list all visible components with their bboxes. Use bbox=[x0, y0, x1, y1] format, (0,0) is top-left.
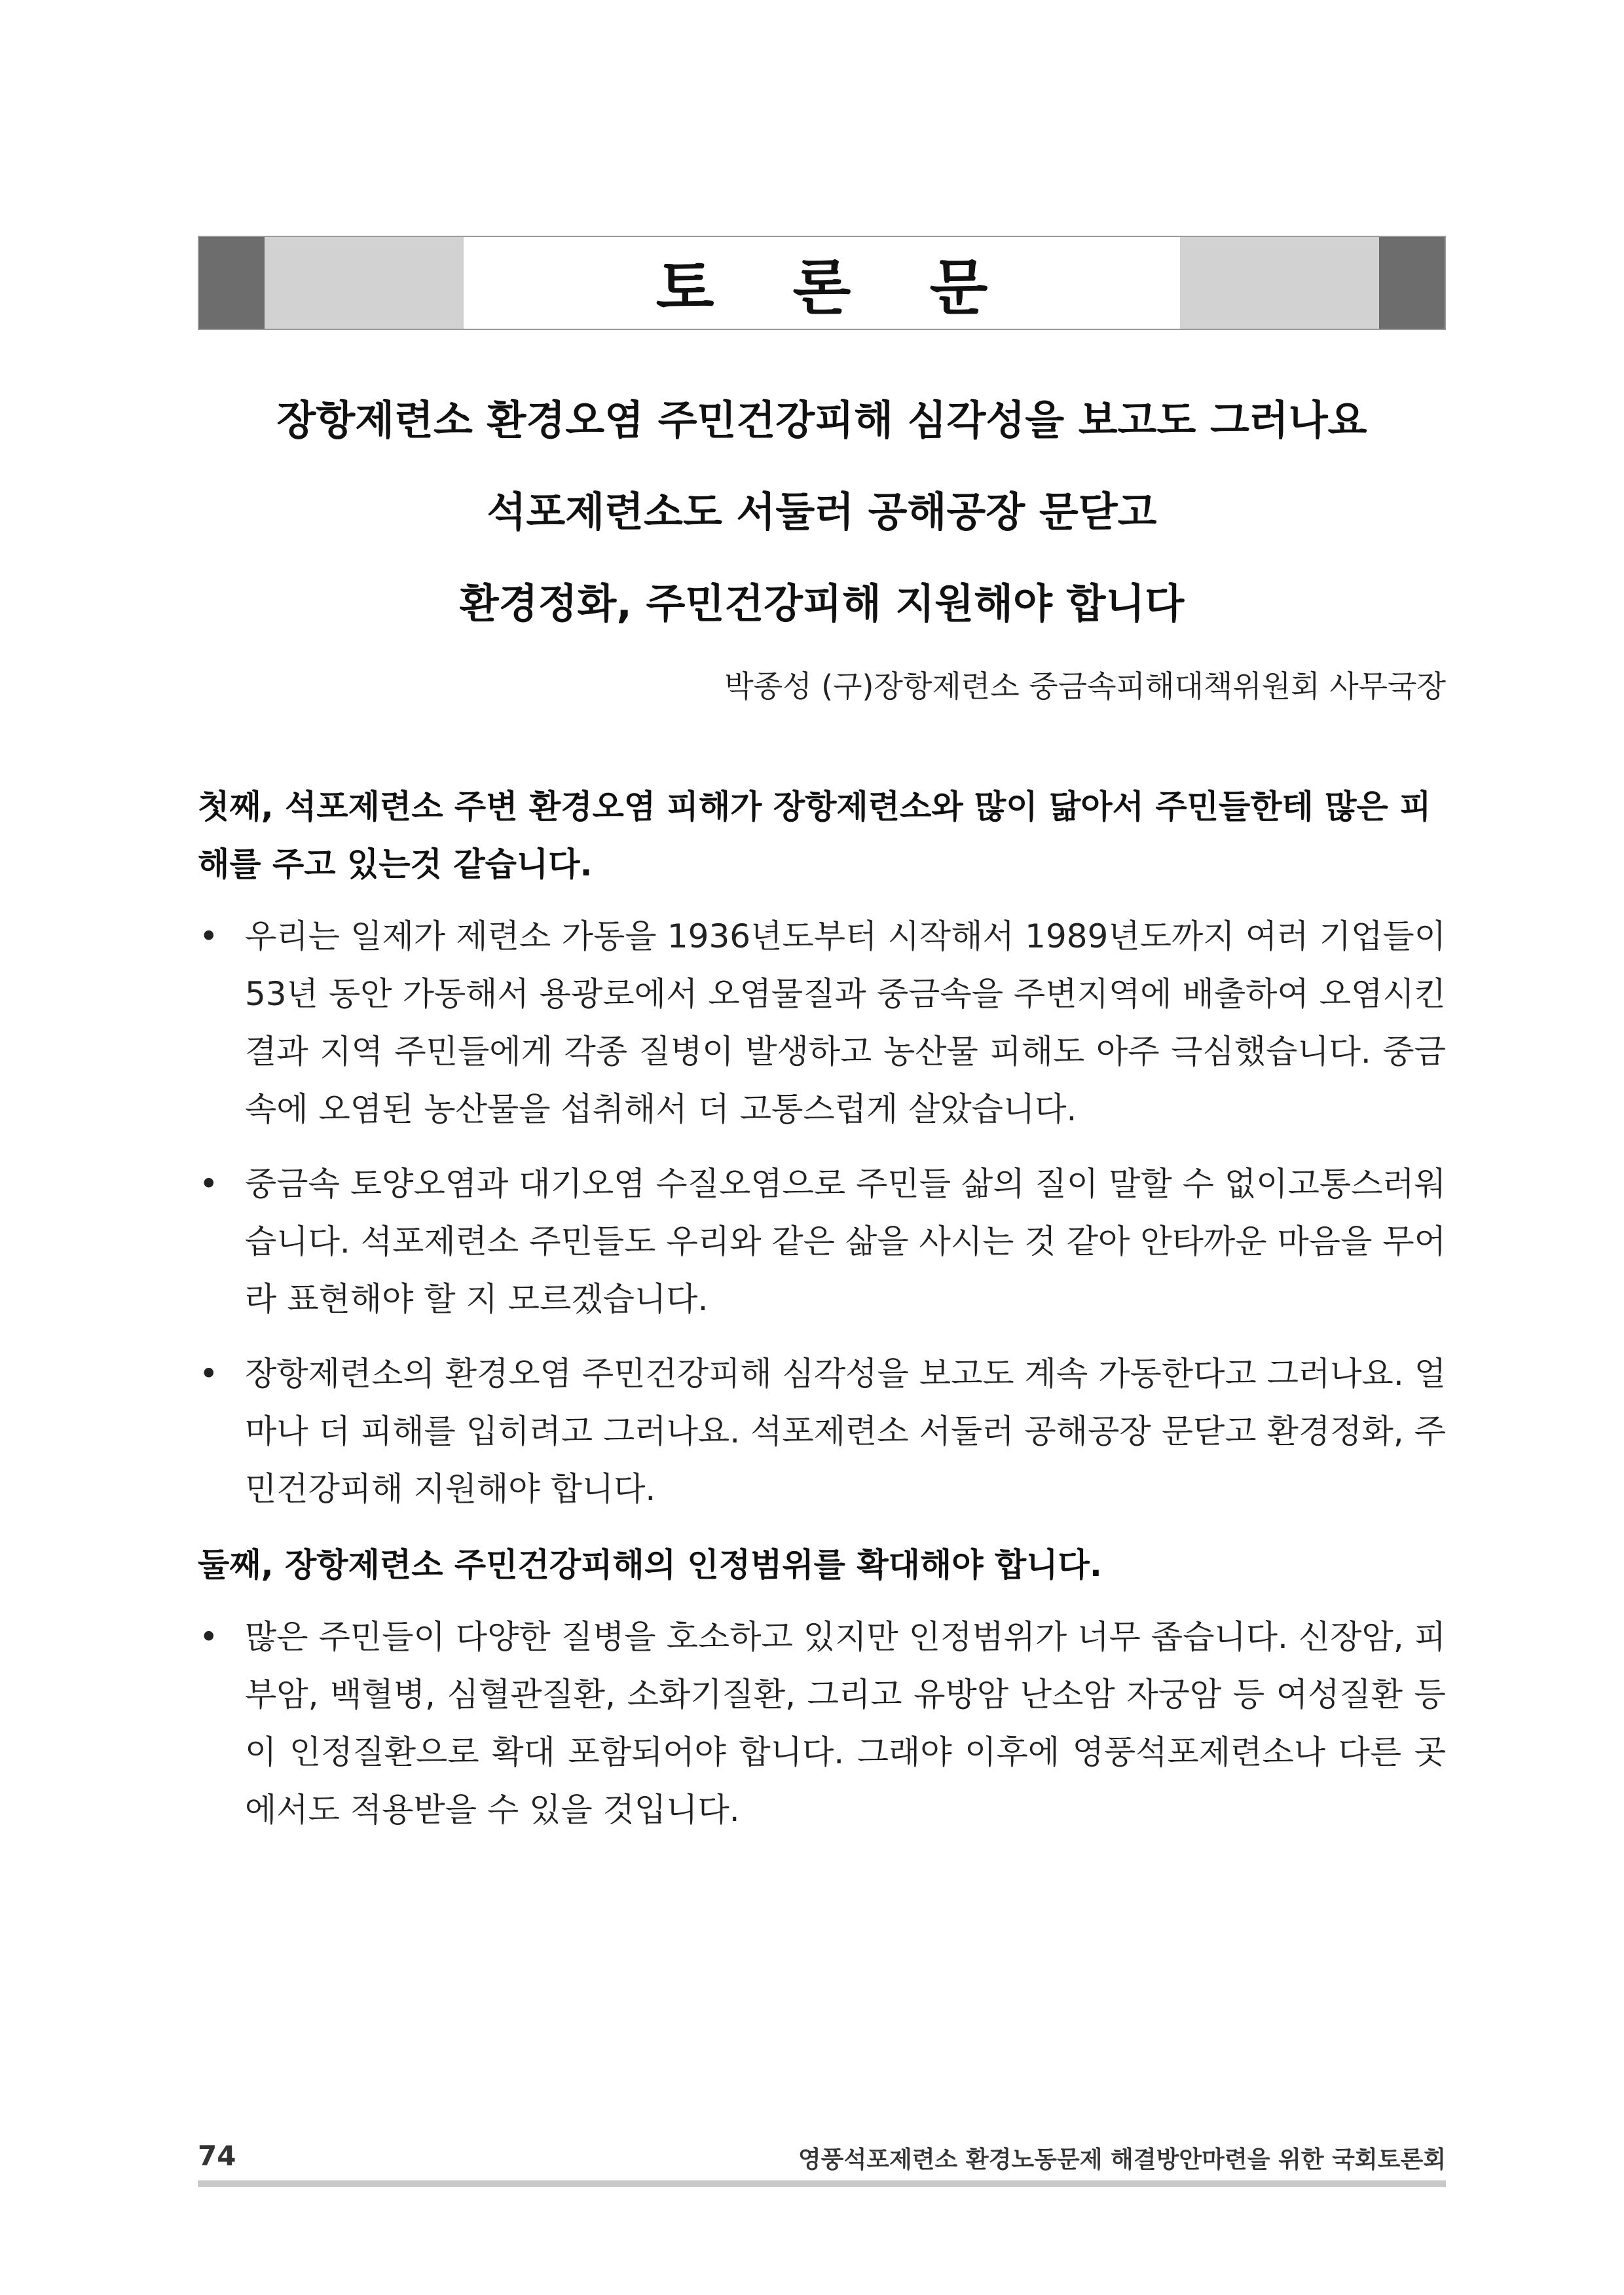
bullet-item bbox=[198, 1345, 1446, 1518]
section-heading: 둘째, 장항제련소 주민건강피해의 인정범위를 확대해야 합니다. bbox=[198, 1546, 1102, 1584]
bullet-icon: • bbox=[199, 1165, 219, 1203]
banner-label: 토 론 문 bbox=[655, 253, 1017, 323]
footer-divider bbox=[198, 2180, 1446, 2187]
document-title bbox=[198, 375, 1446, 650]
bullet-text: 많은 주민들이 다양한 질병을 호소하고 있지만 인정범위가 너무 좁습니다. 신장암, 피부암, 백혈병, 심혈관질환, 소화기질환, 그리고 유방암 난소암 자궁암 등 여성질환 등이 인정질환으로 확대 포함되어야 합니다. 그래야 이후에 영풍석포제련소나 다른 곳에서도 적용받을 수 있을 것입니다. bbox=[245, 1618, 1446, 1829]
bullet-text: 중금속 토양오염과 대기오염 수질오염으로 주민들 삶의 질이 말할 수 없이고통스러워습니다. 석포제련소 주민들도 우리와 같은 삶을 사시는 것 같아 안타까운 마음을 무어라 표현해야 할 지 모르겠습니다. bbox=[245, 1165, 1446, 1318]
title-line: 장항제련소 환경오염 주민건강피해 심각성을 보고도 그러나요 bbox=[276, 396, 1367, 444]
banner-light-block-right bbox=[1180, 237, 1379, 329]
title-line: 석포제련소도 서둘러 공해공장 문닫고 bbox=[487, 488, 1157, 536]
bullet-text: 장항제련소의 환경오염 주민건강피해 심각성을 보고도 계속 가동한다고 그러나요. 얼마나 더 피해를 입히려고 그러나요. 석포제련소 서둘러 공해공장 문닫고 환경정화, 주민건강피해 지원해야 합니다. bbox=[245, 1355, 1446, 1508]
bullet-text: 우리는 일제가 제련소 가동을 1936년도부터 시작해서 1989년도까지 여러 기업들이 53년 동안 가동해서 용광로에서 오염물질과 중금속을 주변지역에 배출하여 오염시킨 결과 지역 주민들에게 각종 질병이 발생하고 농산물 피해도 아주 극심했습니다. 중금속에 오염된 농산물을 섭취해서 더 고통스럽게 살았습니다. bbox=[245, 917, 1446, 1128]
page-number: 74 bbox=[198, 2140, 236, 2172]
bullet-icon: • bbox=[199, 1618, 219, 1656]
banner-light-block-left bbox=[265, 237, 464, 329]
banner-dark-block-right bbox=[1379, 237, 1445, 329]
bullet-icon: • bbox=[199, 1355, 219, 1393]
bullet-item bbox=[198, 908, 1446, 1138]
bullet-list bbox=[198, 908, 1446, 1518]
bullet-item bbox=[198, 1608, 1446, 1839]
title-line: 환경정화, 주민건강피해 지원해야 합니다 bbox=[459, 579, 1185, 627]
author-byline: 박종성 (구)장항제련소 중금속피해대책위원회 사무국장 bbox=[724, 669, 1446, 704]
bullet-icon: • bbox=[199, 917, 219, 955]
section-heading: 첫째, 석포제련소 주변 환경오염 피해가 장항제련소와 많이 닮아서 주민들한테 많은 피해를 주고 있는것 같습니다. bbox=[198, 788, 1431, 883]
banner-dark-block-left bbox=[199, 237, 265, 329]
header-banner bbox=[198, 236, 1446, 330]
bullet-item bbox=[198, 1155, 1446, 1328]
bullet-list bbox=[198, 1608, 1446, 1839]
body-content bbox=[198, 778, 1446, 1857]
footer-doc-title: 영풍석포제련소 환경노동문제 해결방안마련을 위한 국회토론회 bbox=[798, 2146, 1446, 2173]
